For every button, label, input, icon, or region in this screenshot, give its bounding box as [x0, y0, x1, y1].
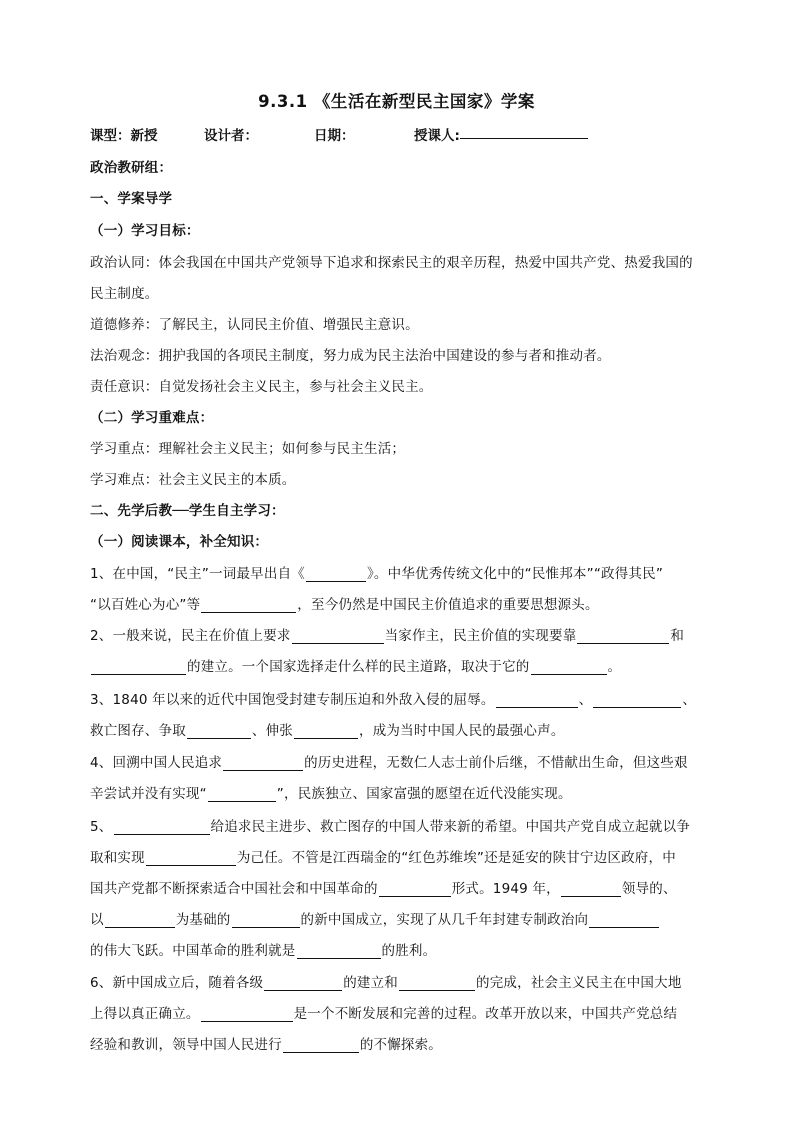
fill-blank[interactable] — [496, 692, 578, 708]
text: 的历史进程，无数仁人志士前仆后继，不惜献出生命，但这些艰 — [304, 755, 688, 771]
question-1-line-1 — [90, 562, 663, 582]
question-5-line-2 — [90, 846, 676, 866]
text: 3、1840 年以来的近代中国饱受封建专制压迫和外敌入侵的屈辱。 — [90, 692, 495, 708]
section1-heading: 一、学案导学 — [90, 191, 173, 207]
text: 和 — [670, 628, 685, 644]
goal-line: 道德修养：了解民主，认同民主价值、增强民主意识。 — [90, 317, 419, 333]
course-type: 课型：新授 — [90, 128, 158, 144]
text: 取和实现 — [90, 850, 145, 866]
goal-line: 民主制度。 — [90, 286, 159, 302]
fill-blank[interactable] — [146, 850, 236, 866]
fill-blank[interactable] — [223, 755, 303, 771]
fill-blank[interactable] — [294, 723, 358, 739]
reading-heading: （一）阅读课本，补全知识： — [90, 534, 269, 550]
text: 》。中华优秀传统文化中的“民惟邦本”“政得其民” — [366, 566, 664, 582]
page-title: 9.3.1 《生活在新型民主国家》学案 — [258, 92, 535, 111]
fill-blank[interactable] — [201, 1006, 293, 1022]
text: 领导的、 — [621, 881, 677, 897]
question-5-line-1 — [90, 815, 690, 835]
fill-blank[interactable] — [531, 659, 607, 675]
question-3-line-1 — [90, 688, 696, 708]
text: 经验和教训，领导中国人民进行 — [90, 1037, 282, 1053]
text: 辛尝试并没有实现“ — [90, 786, 207, 802]
teacher-label — [414, 124, 460, 144]
text: 、 — [682, 692, 697, 708]
text: 为己任。不管是江西瑞金的“红色苏维埃”还是延安的陕甘宁边区政府，中 — [236, 850, 676, 866]
goal-line: 法治观念：拥护我国的各项民主制度，努力成为民主法治中国建设的参与者和推动者。 — [90, 348, 611, 364]
fill-blank[interactable] — [577, 628, 669, 644]
question-4-line-2 — [90, 782, 572, 802]
text: 的新中国成立，实现了从几千年封建专制政治向 — [300, 912, 589, 928]
text: 为基础的 — [175, 912, 231, 928]
fill-blank[interactable] — [114, 819, 210, 835]
text: 、 — [578, 692, 593, 708]
fill-blank[interactable] — [208, 786, 276, 802]
question-6-line-1 — [90, 971, 682, 991]
fill-blank[interactable] — [264, 975, 342, 991]
question-5-line-4 — [90, 908, 660, 928]
text: 的完成，社会主义民主在中国大地 — [476, 975, 682, 991]
question-6-line-2 — [90, 1002, 677, 1022]
text: 以 — [90, 912, 104, 928]
fill-blank[interactable] — [399, 975, 475, 991]
fill-blank[interactable] — [297, 943, 381, 959]
text: ”，民族独立、国家富强的愿望在近代没能实现。 — [276, 786, 572, 802]
key-point-line: 学习难点：社会主义民主的本质。 — [90, 472, 296, 488]
fill-blank[interactable] — [306, 566, 366, 582]
text: 的伟大飞跃。中国革命的胜利就是 — [90, 943, 296, 959]
text: “以百姓心为心”等 — [90, 597, 201, 613]
designer-label: 设计者： — [204, 128, 258, 144]
question-5-line-5 — [90, 939, 436, 959]
fill-blank[interactable] — [379, 881, 451, 897]
fill-blank[interactable] — [201, 597, 296, 613]
text: 上得以真正确立。 — [90, 1006, 200, 1022]
fill-blank[interactable] — [105, 912, 175, 928]
fill-blank[interactable] — [187, 723, 251, 739]
text: 当家作主，民主价值的实现要靠 — [384, 628, 577, 644]
text: 救亡图存、争取 — [90, 723, 186, 739]
question-5-line-3 — [90, 877, 677, 897]
text: 国共产党都不断探索适合中国社会和中国革命的 — [90, 881, 378, 897]
text: 的建立和 — [343, 975, 399, 991]
group-label: 政治教研组： — [90, 160, 173, 176]
fill-blank[interactable] — [91, 659, 186, 675]
text: ，至今仍然是中国民主价值追求的重要思想源头。 — [297, 597, 599, 613]
text: 2、一般来说，民主在价值上要求 — [90, 628, 291, 644]
text: 。 — [607, 659, 622, 675]
goal-line: 政治认同：体会我国在中国共产党领导下追求和探索民主的艰辛历程，热爱中国共产党、热爱我国的 — [90, 255, 693, 271]
text: 是一个不断发展和完善的过程。改革开放以来，中国共产党总结 — [293, 1006, 678, 1022]
question-2-line-2 — [90, 655, 621, 675]
fill-blank[interactable] — [292, 628, 384, 644]
text: 给追求民主进步、救亡图存的中国人带来新的希望。中国共产党自成立起就以争 — [210, 819, 690, 835]
question-3-line-2 — [90, 719, 565, 739]
question-1-line-2 — [90, 593, 599, 613]
text: 、伸张 — [251, 723, 294, 739]
text: 5、 — [90, 819, 113, 835]
fill-blank[interactable] — [593, 692, 681, 708]
goal-line: 责任意识：自觉发扬社会主义民主，参与社会主义民主。 — [90, 379, 433, 395]
text: 的建立。一个国家选择走什么样的民主道路，取决于它的 — [187, 659, 530, 675]
key-points-heading: （二）学习重难点： — [90, 410, 214, 426]
text: 形式。1949 年， — [451, 881, 560, 897]
question-2-line-1 — [90, 624, 684, 644]
key-point-line: 学习重点：理解社会主义民主；如何参与民主生活； — [90, 441, 406, 457]
goals-heading: （一）学习目标： — [90, 223, 200, 239]
fill-blank[interactable] — [561, 881, 621, 897]
text: 的不懈探索。 — [359, 1037, 443, 1053]
section2-heading: 二、先学后教──学生自主学习： — [90, 503, 285, 519]
text: 1、在中国，“民主”一词最早出自《 — [90, 566, 305, 582]
text: ，成为当时中国人民的最强心声。 — [359, 723, 565, 739]
text: 的胜利。 — [381, 943, 437, 959]
question-4-line-1 — [90, 751, 688, 771]
fill-blank[interactable] — [283, 1037, 359, 1053]
text: 4、回溯中国人民追求 — [90, 755, 223, 771]
teacher-label-text: 授课人: — [414, 128, 460, 144]
text: 6、新中国成立后，随着各级 — [90, 975, 264, 991]
fill-blank[interactable] — [589, 912, 659, 928]
question-6-line-3 — [90, 1033, 442, 1053]
date-label: 日期： — [314, 128, 355, 144]
teacher-blank[interactable] — [460, 124, 588, 139]
fill-blank[interactable] — [232, 912, 300, 928]
